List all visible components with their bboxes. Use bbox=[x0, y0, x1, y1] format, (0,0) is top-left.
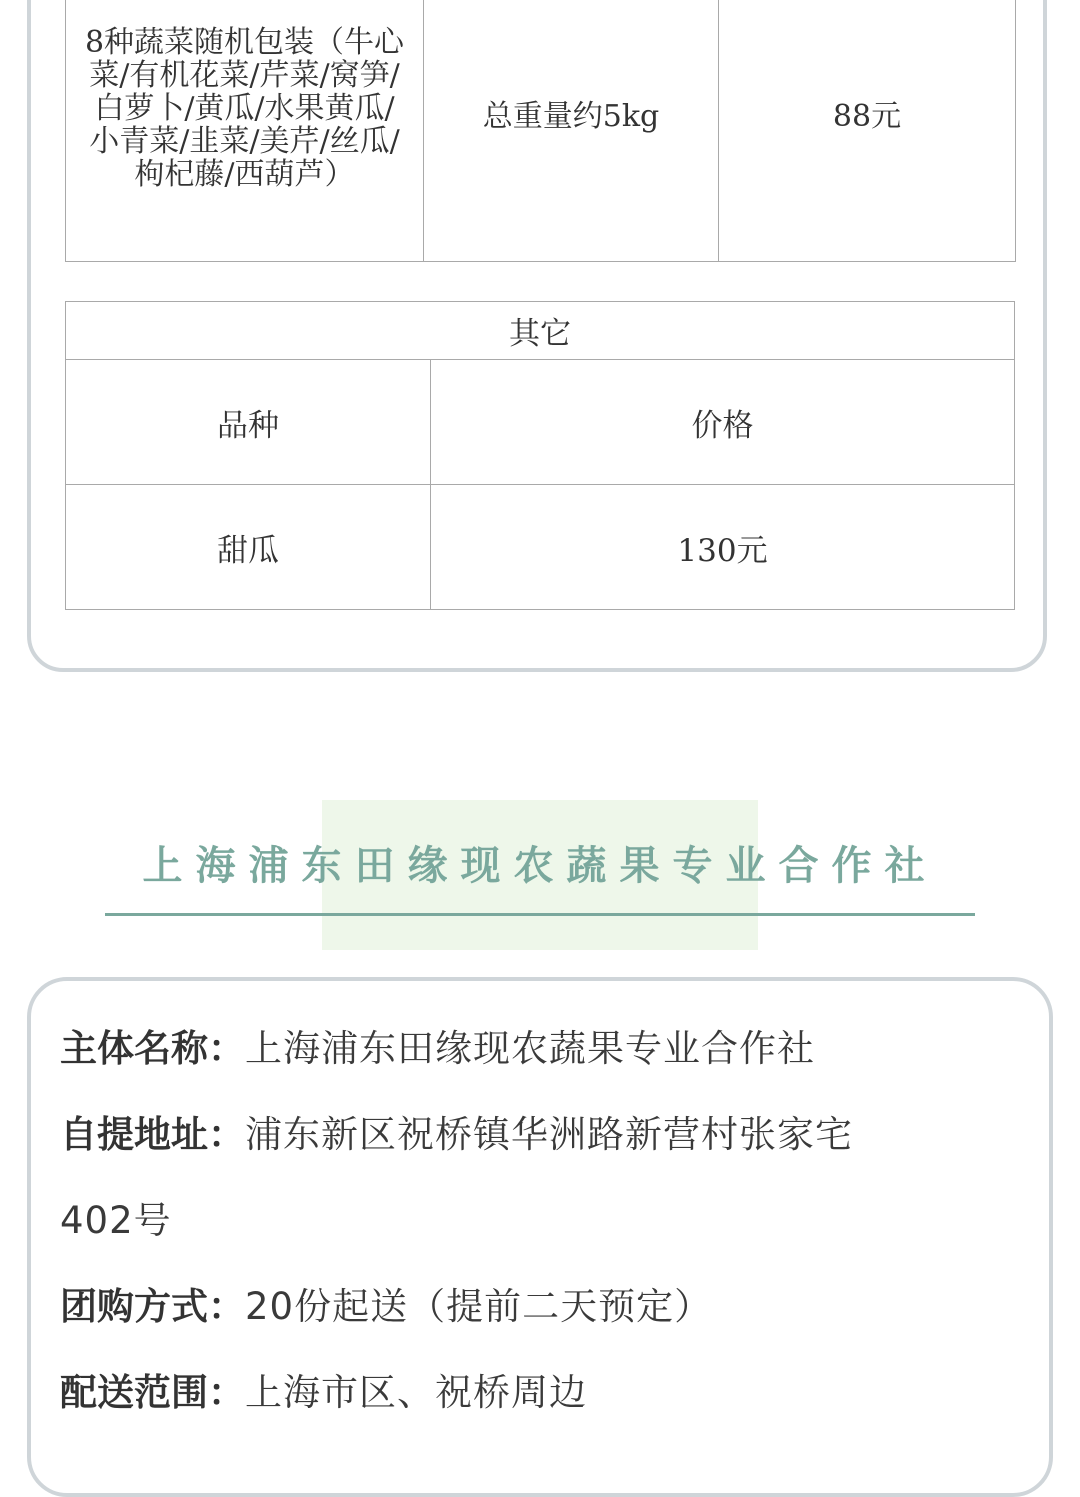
info-delivery-row bbox=[60, 1350, 1030, 1436]
group-buy-label: 团购方式： bbox=[60, 1285, 245, 1328]
package-price-cell bbox=[719, 0, 1016, 262]
delivery-value: 上海市区、祝桥周边 bbox=[245, 1371, 587, 1414]
column-header-variety: 品种 bbox=[66, 360, 431, 485]
group-buy-value: 20份起送（提前二天预定） bbox=[245, 1285, 713, 1328]
info-group-buy-row bbox=[60, 1264, 1030, 1350]
info-pickup-row bbox=[60, 1092, 1030, 1178]
other-products-table bbox=[65, 301, 1015, 610]
package-description: 8种蔬菜随机包装（牛心菜/有机花菜/芹菜/窝笋/白萝卜/黄瓜/水果黄瓜/小青菜/韭菜/美芹/丝瓜/枸杞藤/西葫芦） bbox=[84, 24, 405, 192]
info-pickup-row-continued bbox=[60, 1178, 1030, 1264]
other-table-title: 其它 bbox=[66, 302, 1015, 360]
heading-underline bbox=[105, 913, 975, 916]
column-header-price: 价格 bbox=[431, 360, 1015, 485]
table-header-row bbox=[66, 360, 1015, 485]
pickup-value: 浦东新区祝桥镇华洲路新营村张家宅 bbox=[245, 1113, 853, 1156]
package-description-cell bbox=[66, 0, 424, 262]
entity-label: 主体名称： bbox=[60, 1027, 245, 1070]
package-weight: 总重量约5kg bbox=[482, 99, 660, 134]
package-price: 88元 bbox=[832, 99, 902, 134]
table-title-row bbox=[66, 302, 1015, 360]
info-entity-row bbox=[60, 1006, 1030, 1092]
section-heading: 上海浦东田缘现农蔬果专业合作社 bbox=[142, 843, 938, 889]
table-row bbox=[66, 0, 1016, 262]
pickup-value-continued: 402号 bbox=[60, 1199, 172, 1242]
delivery-label: 配送范围： bbox=[60, 1371, 245, 1414]
variety-cell: 甜瓜 bbox=[66, 485, 431, 610]
package-weight-cell bbox=[424, 0, 719, 262]
pickup-label: 自提地址： bbox=[60, 1113, 245, 1156]
entity-value: 上海浦东田缘现农蔬果专业合作社 bbox=[245, 1027, 815, 1070]
vegetable-package-table bbox=[65, 0, 1016, 262]
price-cell: 130元 bbox=[431, 485, 1015, 610]
table-row bbox=[66, 485, 1015, 610]
